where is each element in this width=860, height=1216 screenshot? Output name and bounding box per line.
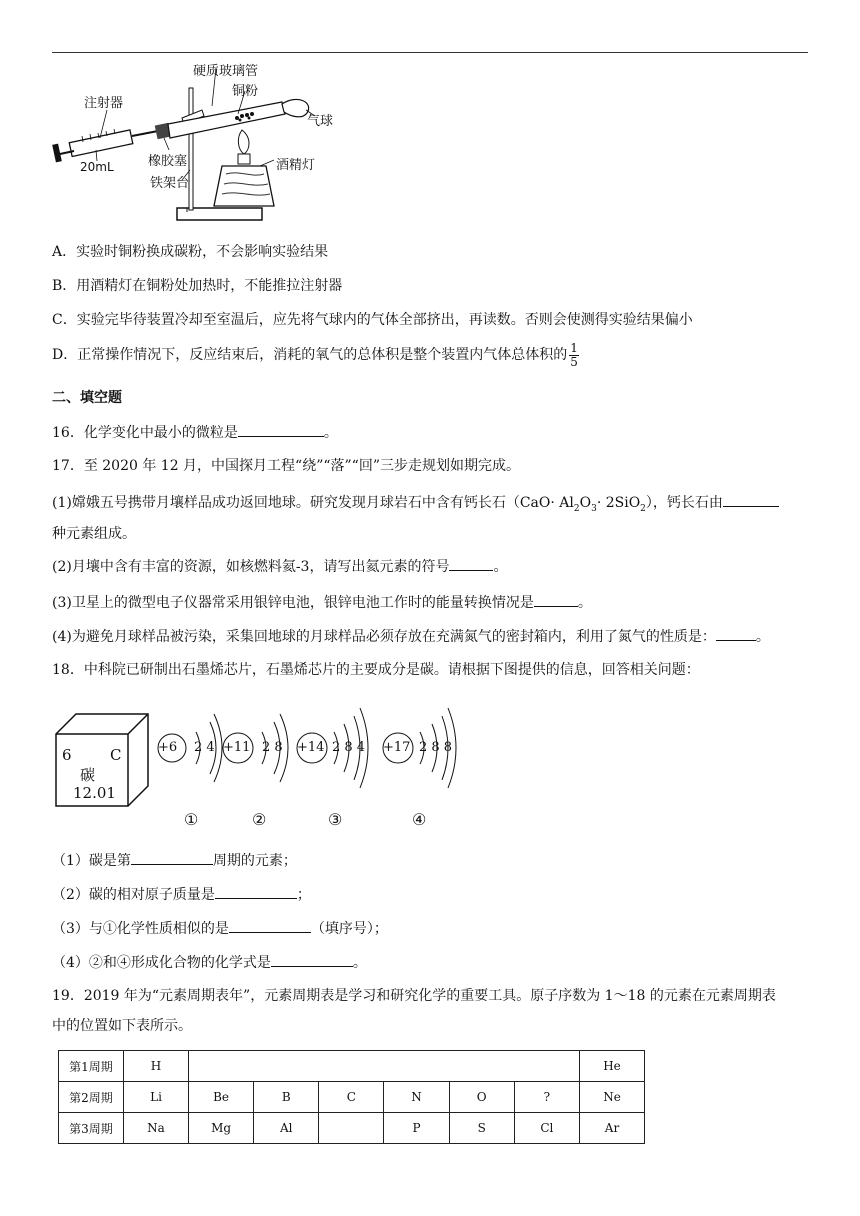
option-c: C．实验完毕待装置冷却至室温后，应先将气球内的气体全部挤出，再读数。否则会使测得实验结果偏小 xyxy=(52,312,693,328)
answer-blank[interactable] xyxy=(131,850,213,865)
q17-part3: (3)卫星上的微型电子仪器常采用银锌电池，银锌电池工作时的能量转换情况是 。 xyxy=(52,592,592,613)
element-symbol: C xyxy=(110,746,122,764)
q17-part1-cont: 种元素组成。 xyxy=(52,526,136,542)
q17-stem: 17．至 2020 年 12 月，中国探月工程“绕”“落”“回”三步走规划如期完成。 xyxy=(52,458,521,474)
atom-1: +6 2 4 xyxy=(156,710,226,794)
answer-blank[interactable] xyxy=(238,422,324,437)
answer-blank[interactable] xyxy=(229,918,311,933)
table-row: 第3周期 Na Mg Al P S Cl Ar xyxy=(59,1113,645,1144)
option-a: A．实验时铜粉换成碳粉，不会影响实验结果 xyxy=(52,244,329,260)
q18-sub4: （4）②和④形成化合物的化学式是 。 xyxy=(52,952,367,973)
q17-part1: (1)嫦娥五号携带月壤样品成功返回地球。研究发现月球岩石中含有钙长石$(CaO\cdot Al_2O_3\cdot 2SiO_2)$，钙长石由 xyxy=(52,492,779,519)
q19-line2: 中的位置如下表所示。 xyxy=(52,1018,192,1034)
atom-2: +11 2 8 xyxy=(222,710,292,794)
q18-sub1: （1）碳是第 周期的元素； xyxy=(52,850,297,871)
lamp-flame xyxy=(238,130,249,154)
q17-part4: (4)为避免月球样品被污染，采集回地球的月球样品必须存放在充满氮气的密封箱内，利用了氮气的性质是： 。 xyxy=(52,626,770,647)
answer-blank[interactable] xyxy=(215,884,297,899)
label-stand: 铁架台 xyxy=(150,176,190,191)
label-stopper: 橡胶塞 xyxy=(148,154,188,169)
element-name: 碳 xyxy=(80,766,96,784)
unknown-element-cell: ? xyxy=(514,1082,579,1113)
table-row: 第2周期 Li Be B C N O ? Ne xyxy=(59,1082,645,1113)
table-row: 第1周期 H He xyxy=(59,1051,645,1082)
q17-part2: (2)月壤中含有丰富的资源，如核燃料氦-3，请写出氦元素的符号 。 xyxy=(52,556,507,577)
answer-blank[interactable] xyxy=(723,492,779,507)
atom-label-2: ② xyxy=(252,810,267,829)
balloon xyxy=(282,99,309,116)
section-title: 二、填空题 xyxy=(52,390,122,406)
atom-3: +14 2 8 4 xyxy=(296,706,376,796)
label-lamp: 酒精灯 xyxy=(276,158,316,173)
atom-label-4: ④ xyxy=(412,810,427,829)
q18-sub3: （3）与①化学性质相似的是 （填序号）； xyxy=(52,918,388,939)
label-copper: 铜粉 xyxy=(232,84,259,99)
stand-rod xyxy=(189,88,193,210)
q16: 16．化学变化中最小的微粒是 。 xyxy=(52,422,338,443)
q19-line1: 19．2019 年为“元素周期表年”，元素周期表是学习和研究化学的重要工具。原子序数为 1～18 的元素在元素周期表 xyxy=(52,988,776,1004)
fraction-one-fifth: $\frac{1}{5}$ xyxy=(570,340,578,369)
atom-4: +17 2 8 8 xyxy=(382,706,466,796)
alcohol-lamp xyxy=(214,166,274,206)
option-d: D．正常操作情况下，反应结束后，消耗的氧气的总体积是整个装置内气体总体积的 $\frac{1}{5}$ xyxy=(52,340,578,369)
q18-sub2: （2）碳的相对原子质量是 ； xyxy=(52,884,311,905)
answer-blank[interactable] xyxy=(449,556,493,571)
answer-blank[interactable] xyxy=(716,626,756,641)
atom-label-1: ① xyxy=(184,810,199,829)
label-syringe: 注射器 xyxy=(84,96,124,111)
q18-stem: 18．中科院已研制出石墨烯芯片，石墨烯芯片的主要成分是碳。请根据下图提供的信息，回答相关问题： xyxy=(52,662,700,678)
answer-blank[interactable] xyxy=(534,592,578,607)
label-balloon: 气球 xyxy=(307,114,334,129)
element-number: 6 xyxy=(62,746,72,764)
label-volume: 20mL xyxy=(80,160,114,174)
header-rule xyxy=(52,52,808,53)
periodic-table xyxy=(58,1050,645,1144)
apparatus-figure xyxy=(52,58,352,228)
option-b: B．用酒精灯在铜粉处加热时，不能推拉注射器 xyxy=(52,278,343,294)
element-mass: 12.01 xyxy=(73,784,116,802)
answer-blank[interactable] xyxy=(271,952,353,967)
atom-label-3: ③ xyxy=(328,810,343,829)
label-tube: 硬质玻璃管 xyxy=(193,64,259,79)
